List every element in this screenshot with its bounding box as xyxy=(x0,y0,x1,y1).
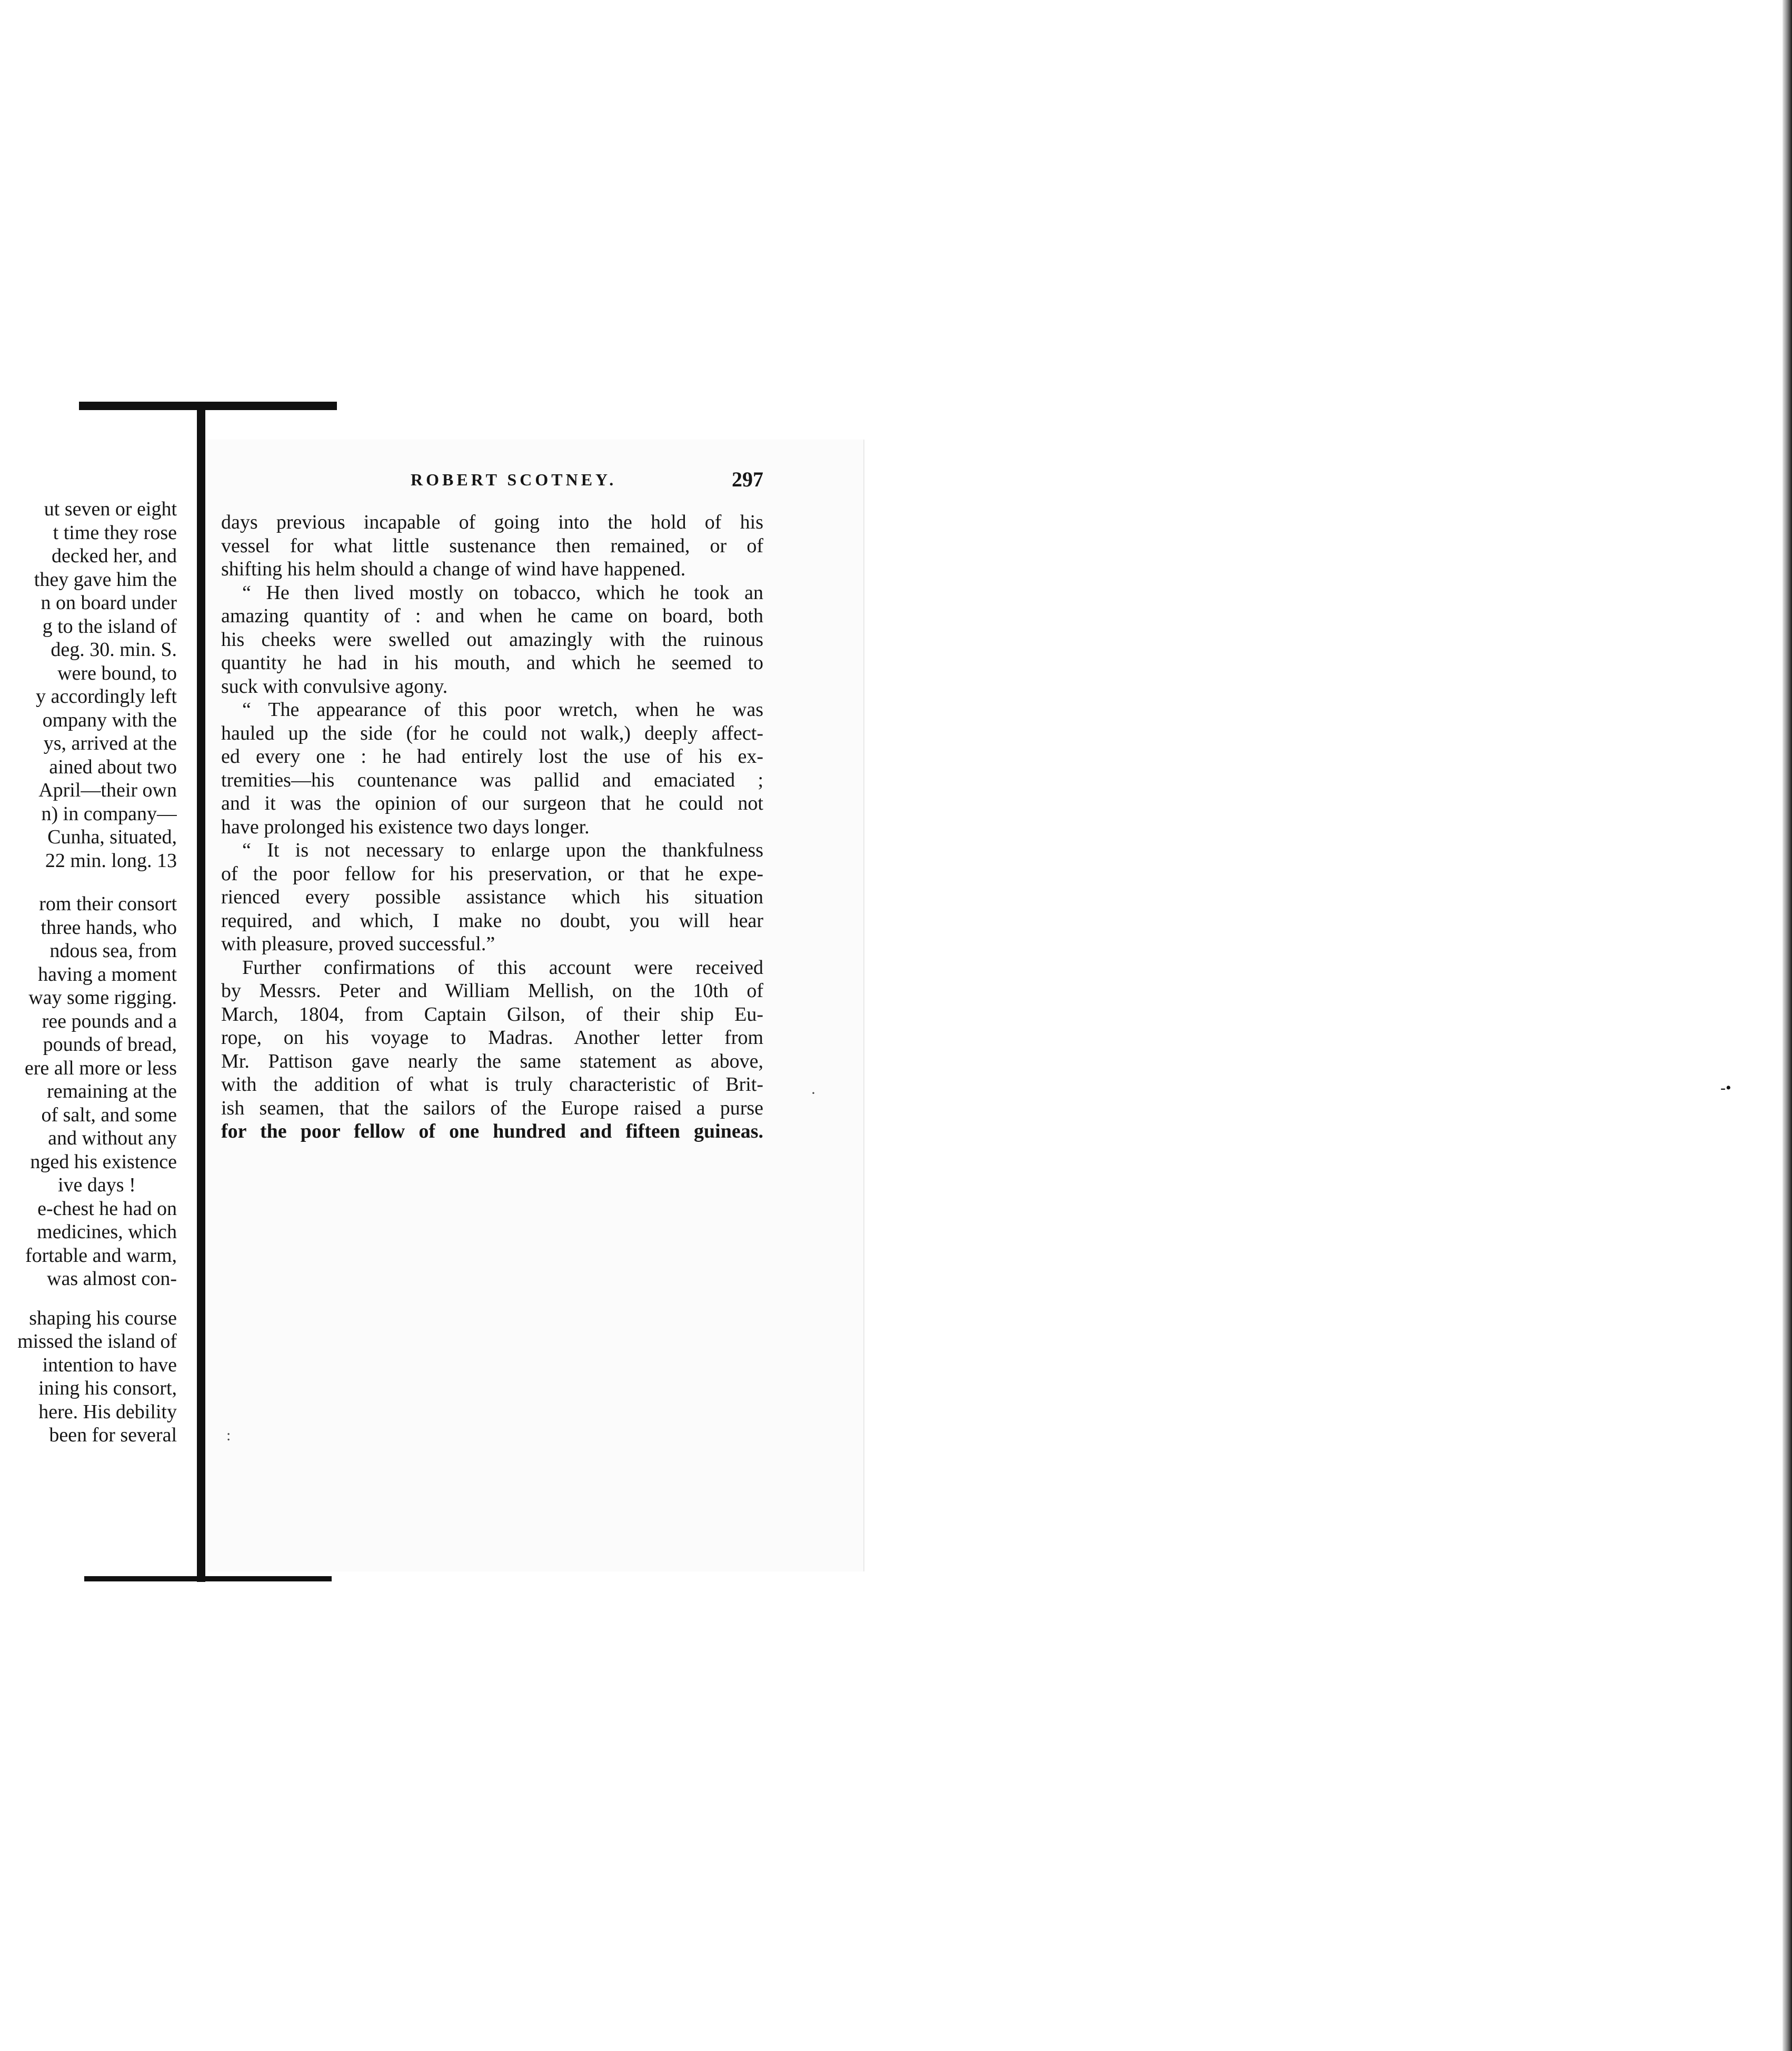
text-line: days previous incapable of going into the hold of his xyxy=(221,511,763,533)
left-line: t time they rose xyxy=(53,521,177,544)
left-line: ere all more or less xyxy=(24,1057,177,1079)
text-line: his cheeks were swelled out amazingly with the ruinous xyxy=(221,628,763,651)
page-clamp-top-bar xyxy=(79,402,337,410)
left-line: nged his existence xyxy=(30,1150,177,1173)
left-line: n) in company— xyxy=(41,802,177,825)
left-line: missed the island of xyxy=(17,1330,177,1352)
text-line: tremities—his countenance was pallid and emaciated ; xyxy=(221,769,763,791)
left-line: having a moment xyxy=(38,963,177,985)
text-line: suck with convulsive agony. xyxy=(221,675,448,698)
text-line: vessel for what little sustenance then remained, or of xyxy=(221,534,763,557)
page-clamp-bottom-bar xyxy=(84,1576,332,1581)
left-line: n on board under xyxy=(41,592,177,614)
text-line: for the poor fellow of one hundred and fifteen guineas. xyxy=(221,1120,763,1142)
text-line: have prolonged his existence two days longer. xyxy=(221,815,590,838)
text-line: quantity he had in his mouth, and which he seemed to xyxy=(221,652,763,674)
page-clamp-stem xyxy=(197,405,205,1582)
text-line: rienced every possible assistance which his situation xyxy=(221,886,763,908)
running-title: ROBERT SCOTNEY. xyxy=(411,470,617,489)
left-line: ree pounds and a xyxy=(42,1010,177,1032)
text-line: “ He then lived mostly on tobacco, which he took an xyxy=(242,581,763,604)
text-line: ed every one : he had entirely lost the use of his ex- xyxy=(221,745,763,768)
left-line: rom their consort xyxy=(39,893,177,915)
text-line: by Messrs. Peter and William Mellish, on the 10th of xyxy=(221,980,763,1002)
text-line: of the poor fellow for his preservation, or that he expe- xyxy=(221,862,763,885)
left-line: ining his consort, xyxy=(38,1377,177,1399)
left-line: been for several xyxy=(49,1424,177,1446)
running-header xyxy=(221,467,763,492)
left-line: deg. 30. min. S. xyxy=(51,639,177,661)
left-column-fragment xyxy=(0,497,177,1447)
text-line: shifting his helm should a change of wind have happened. xyxy=(221,558,686,580)
left-line: ys, arrived at the xyxy=(43,732,177,754)
left-line: medicines, which xyxy=(37,1221,177,1243)
scan-speck: -• xyxy=(1720,1079,1731,1097)
left-line: fortable and warm, xyxy=(25,1244,177,1267)
left-line: ained about two xyxy=(49,755,177,778)
text-line: Further confirmations of this account were received xyxy=(242,956,763,979)
text-line: rope, on his voyage to Madras. Another letter from xyxy=(221,1027,763,1049)
text-line: with pleasure, proved successful.” xyxy=(221,933,495,955)
scanner-edge xyxy=(1783,0,1792,2051)
left-line: 22 min. long. 13 xyxy=(45,849,177,872)
left-line: e-chest he had on xyxy=(37,1197,177,1220)
left-line: decked her, and xyxy=(52,545,177,567)
left-line: remaining at the xyxy=(47,1080,177,1102)
scan-speck: · xyxy=(811,1084,816,1102)
left-line: intention to have xyxy=(42,1353,177,1376)
left-line: g to the island of xyxy=(42,615,177,638)
left-line: of salt, and some xyxy=(41,1103,177,1126)
left-line: they gave him the xyxy=(34,568,177,591)
text-line: hauled up the side (for he could not walk,) deeply affect- xyxy=(221,722,763,744)
text-line: March, 1804, from Captain Gilson, of their ship Eu- xyxy=(221,1003,763,1026)
scan-speck: : xyxy=(226,1427,231,1444)
left-line: shaping his course xyxy=(29,1307,177,1329)
left-line: April—their own xyxy=(38,779,177,801)
left-line: y accordingly left xyxy=(35,685,177,708)
left-line: pounds of bread, xyxy=(43,1033,177,1056)
left-line: three hands, who xyxy=(41,916,177,939)
text-line: ish seamen, that the sailors of the Europe raised a purse xyxy=(221,1097,763,1119)
text-line: “ It is not necessary to enlarge upon the thankfulness xyxy=(242,839,763,861)
text-line: amazing quantity of : and when he came on board, both xyxy=(221,605,763,627)
left-line: way some rigging. xyxy=(28,987,177,1009)
left-line: and without any xyxy=(48,1127,177,1149)
left-line: were bound, to xyxy=(57,662,177,684)
left-line: ndous sea, from xyxy=(49,940,177,962)
left-line: ut seven or eight xyxy=(44,498,177,520)
left-line: Cunha, situated, xyxy=(47,826,177,848)
main-text-column xyxy=(221,511,763,1143)
text-line: with the addition of what is truly characteristic of Brit- xyxy=(221,1073,763,1096)
page-number: 297 xyxy=(732,467,763,491)
text-line: “ The appearance of this poor wretch, when he was xyxy=(242,699,763,721)
text-line: and it was the opinion of our surgeon that he could not xyxy=(221,792,763,814)
left-line: here. His debility xyxy=(38,1400,177,1423)
text-line: required, and which, I make no doubt, you will hear xyxy=(221,909,763,932)
text-line: Mr. Pattison gave nearly the same statement as above, xyxy=(221,1050,763,1072)
left-line: was almost con- xyxy=(47,1268,177,1290)
left-line: ive days ! xyxy=(58,1174,136,1196)
left-line: ompany with the xyxy=(42,709,177,731)
